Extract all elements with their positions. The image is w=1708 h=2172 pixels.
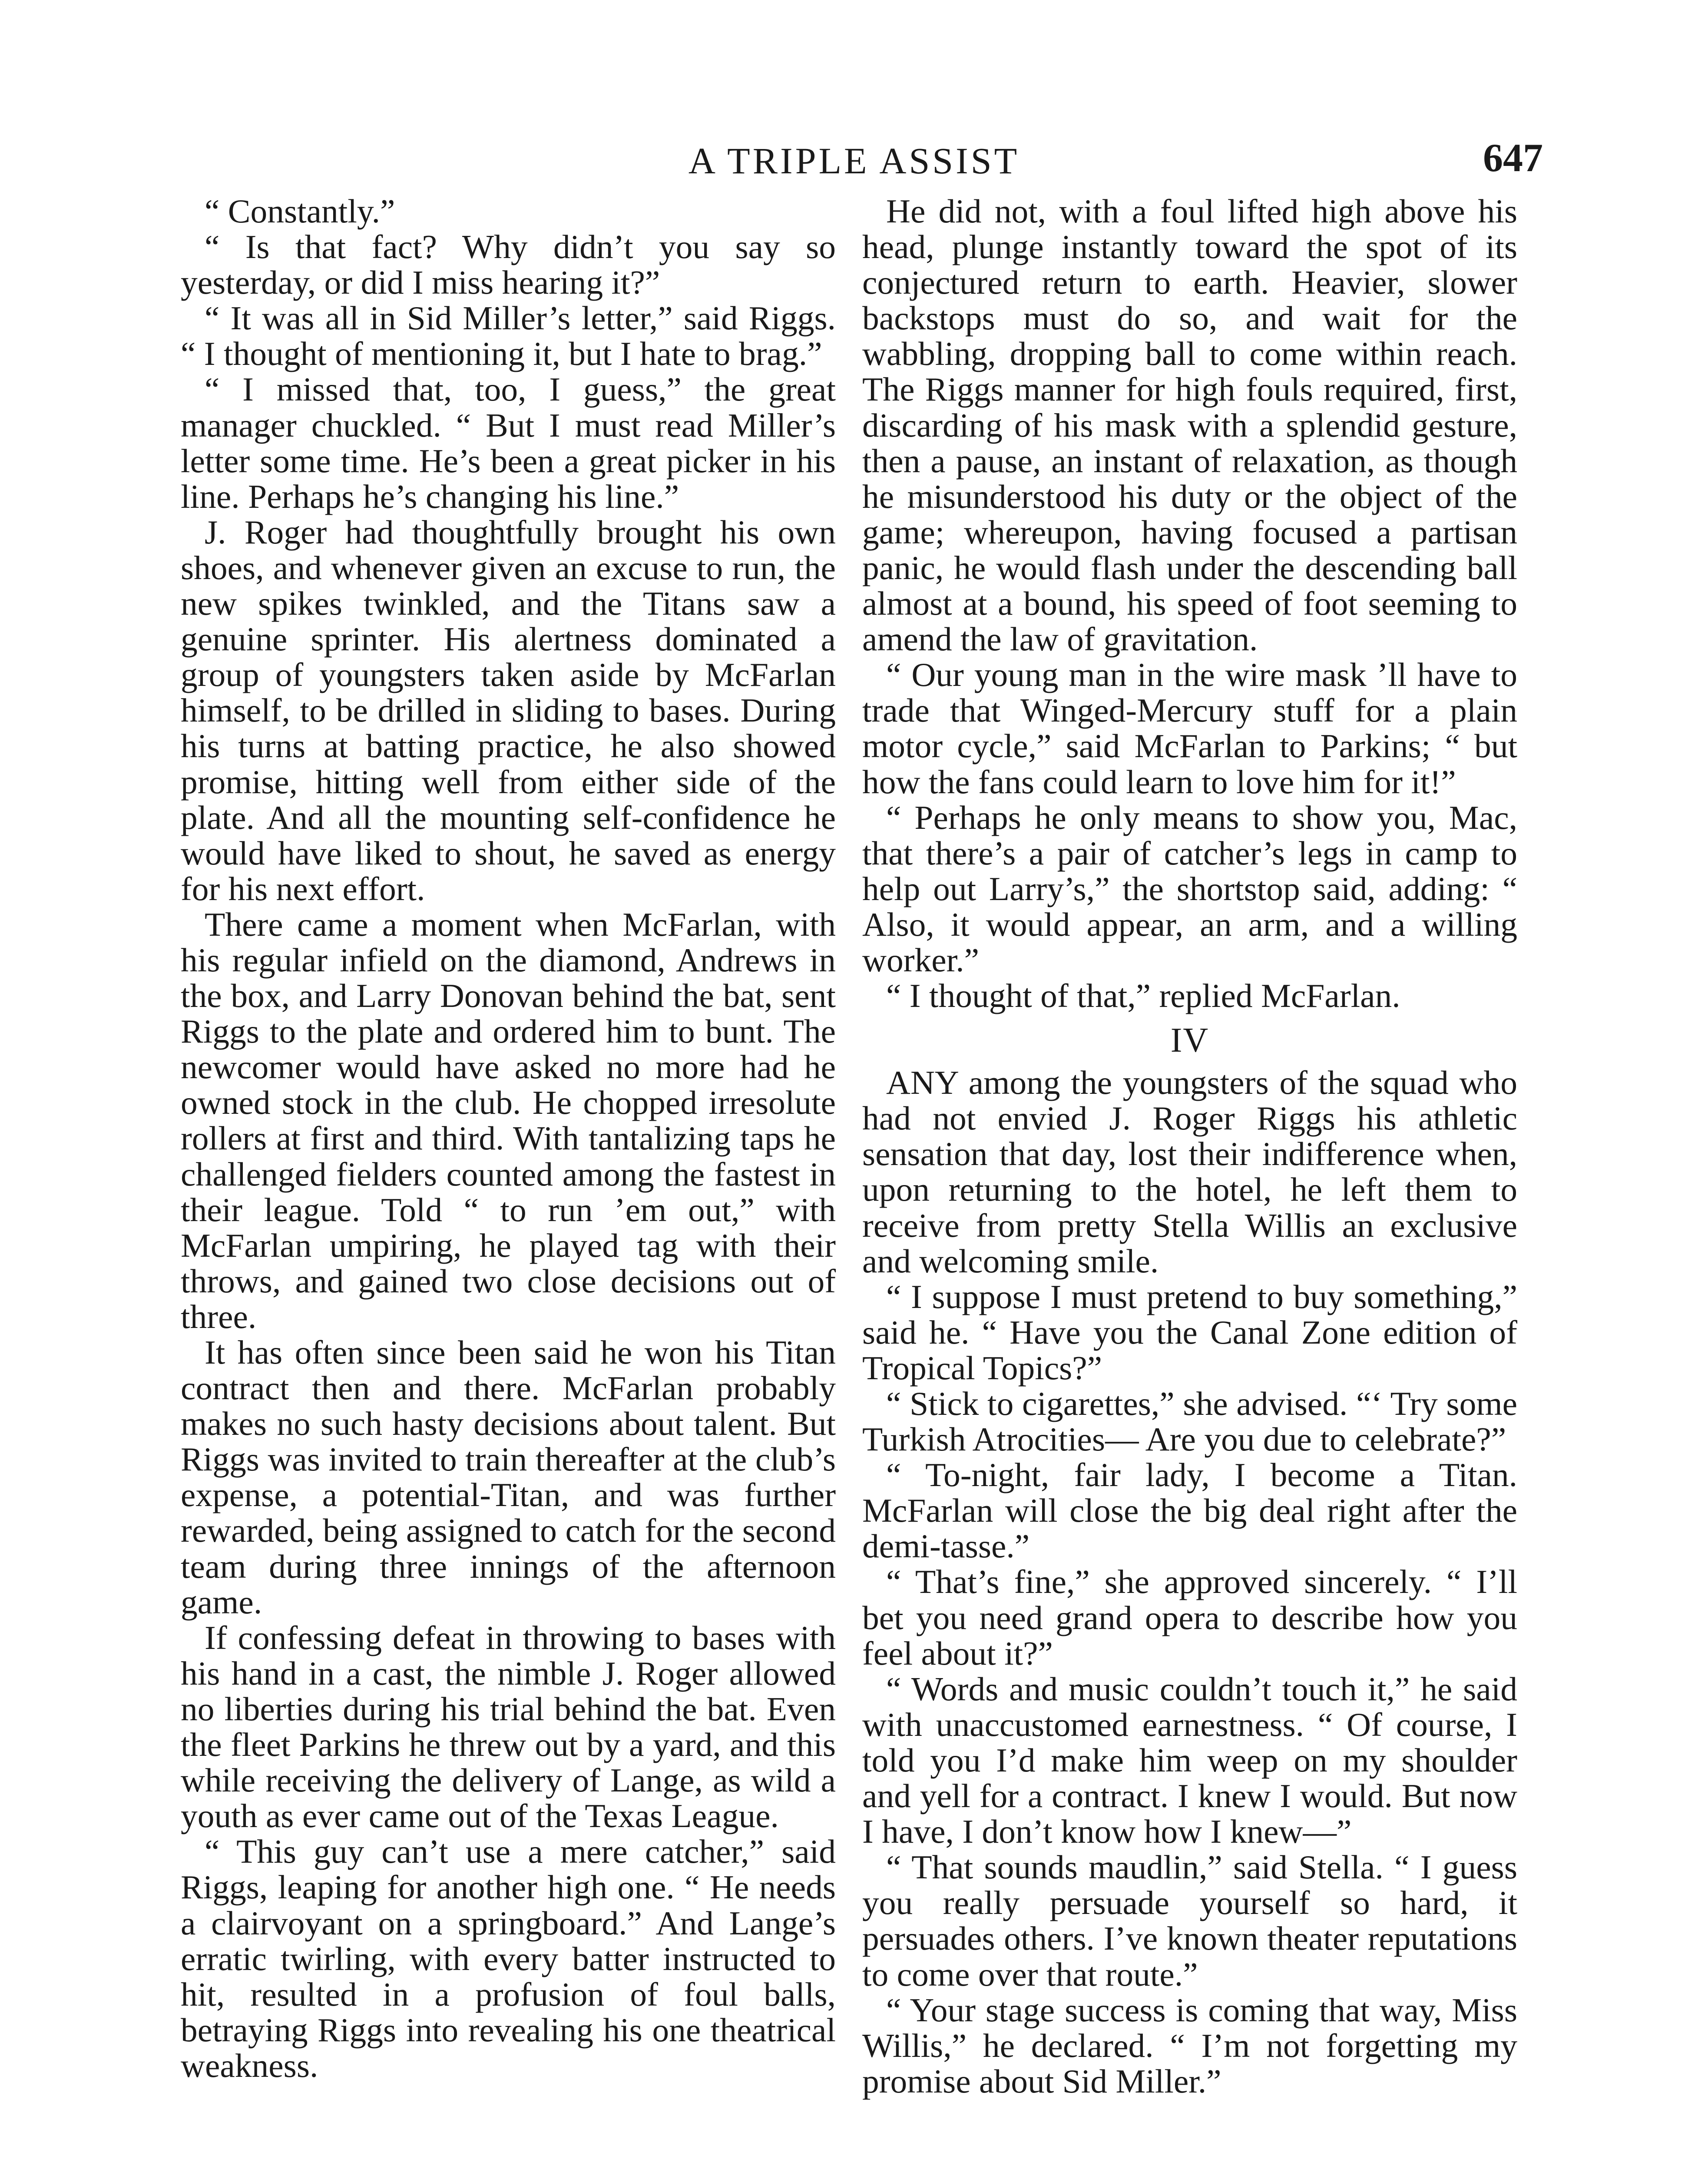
paragraph: If confessing defeat in throwing to bases with his hand in a cast, the nimble J. Roger allowed no liberties during his trial behind the bat. Even the fleet Parkins he threw out by a yard, and this while receiving the delivery of Lange, as wild a youth as ever came out of the Texas League. bbox=[181, 1619, 836, 1835]
paragraph: “ Is that fact? Why didn’t you say so yesterday, or did I miss hearing it?” bbox=[181, 228, 836, 301]
paragraph: There came a moment when McFarlan, with his regular infield on the diamond, Andrews in the box, and Larry Donovan behind the bat, sent Riggs to the plate and ordered him to bunt. The newcomer would have asked no more had he owned stock in the club. He chopped irresolute rollers at first and third. With tantalizing taps he challenged fielders counted among the fastest in their league. Told “ to run ’em out,” with McFarlan umpiring, he played tag with their throws, and gained two close decisions out of three. bbox=[181, 905, 836, 1335]
paragraph: “ That sounds maudlin,” said Stella. “ I guess you really persuade yourself so hard, it persuades others. I’ve known theater reputations to come over that route.” bbox=[862, 1848, 1517, 1993]
paragraph: “ Constantly.” bbox=[205, 192, 395, 230]
paragraph: It has often since been said he won his Titan contract then and there. McFarlan probably makes no such hasty decisions about talent. But Riggs was invited to train thereafter at the club’s expense, a potential-Titan, and was further rewarded, being assigned to catch for the second team during three innings of the afternoon game. bbox=[181, 1334, 836, 1621]
page-number: 647 bbox=[1483, 136, 1543, 180]
paragraph: J. Roger had thoughtfully brought his own shoes, and whenever given an excuse to run, the new spikes twinkled, and the Titans saw a genuine sprinter. His alertness dominated a group of youngsters taken aside by McFarlan himself, to be drilled in sliding to bases. During his turns at batting practice, he also showed promise, hitting well from either side of the plate. And all the mounting self-confidence he would have liked to shout, he saved as energy for his next effort. bbox=[181, 513, 836, 907]
running-title: A TRIPLE ASSIST bbox=[688, 140, 1020, 182]
paragraph: ANY among the youngsters of the squad who had not envied J. Roger Riggs his athletic sensation that day, lost their indifference when, upon returning to the hotel, he left them to receive from pretty Stella Willis an exclusive and welcoming smile. bbox=[862, 1064, 1517, 1280]
left-column bbox=[181, 193, 836, 2083]
right-column bbox=[862, 193, 1517, 2099]
paragraph: “ That’s fine,” she approved sincerely. “ I’ll bet you need grand opera to describe how you feel about it?” bbox=[862, 1563, 1517, 1672]
paragraph: “ This guy can’t use a mere catcher,” said Riggs, leaping for another high one. “ He needs a clairvoyant on a springboard.” And Lange’s erratic twirling, with every batter instructed to hit, resulted in a profusion of foul balls, betraying Riggs into revealing his one theatrical weakness. bbox=[181, 1833, 836, 2084]
paragraph: “ Your stage success is coming that way, Miss Willis,” he declared. “ I’m not forgetting my promise about Sid Miller.” bbox=[862, 1991, 1517, 2100]
paragraph: “ I suppose I must pretend to buy something,” said he. “ Have you the Canal Zone edition of Tropical Topics?” bbox=[862, 1278, 1517, 1387]
paragraph: “ Our young man in the wire mask ’ll have to trade that Winged-Mercury stuff for a plain motor cycle,” said McFarlan to Parkins; “ but how the fans could learn to love him for it!” bbox=[862, 656, 1517, 801]
paragraph: “ Perhaps he only means to show you, Mac, that there’s a pair of catcher’s legs in camp to help out Larry’s,” the shortstop said, adding: “ Also, it would appear, an arm, and a willing worker.” bbox=[862, 798, 1517, 979]
paragraph: “ I missed that, too, I guess,” the great manager chuckled. “ But I must read Miller’s letter some time. He’s been a great picker in his line. Perhaps he’s changing his line.” bbox=[181, 371, 836, 515]
paragraph: He did not, with a foul lifted high above his head, plunge instantly toward the spot of its conjectured return to earth. Heavier, slower backstops must do so, and wait for the wabbling, dropping ball to come within reach. The Riggs manner for high fouls required, first, discarding of his mask with a splendid gesture, then a pause, an instant of relaxation, as though he misunderstood his duty or the object of the game; whereupon, having focused a partisan panic, he would flash under the descending ball almost at a bound, his speed of foot seeming to amend the law of gravitation. bbox=[862, 192, 1517, 658]
page-header bbox=[0, 135, 1708, 182]
paragraph: “ To-night, fair lady, I become a Titan. McFarlan will close the big deal right after the demi-tasse.” bbox=[862, 1456, 1517, 1565]
section-heading: IV bbox=[1170, 1021, 1209, 1060]
paragraph: “ Stick to cigarettes,” she advised. “‘ Try some Turkish Atrocities— Are you due to celebrate?” bbox=[862, 1385, 1517, 1458]
paragraph: “ I thought of that,” replied McFarlan. bbox=[886, 977, 1400, 1015]
paragraph: “ Words and music couldn’t touch it,” he said with unaccustomed earnestness. “ Of course, I told you I’d make him weep on my shoulder and yell for a contract. I knew I would. But now I have, I don’t know how I knew—” bbox=[862, 1670, 1517, 1851]
paragraph: “ It was all in Sid Miller’s letter,” said Riggs. “ I thought of mentioning it, but I hate to brag.” bbox=[181, 299, 836, 373]
